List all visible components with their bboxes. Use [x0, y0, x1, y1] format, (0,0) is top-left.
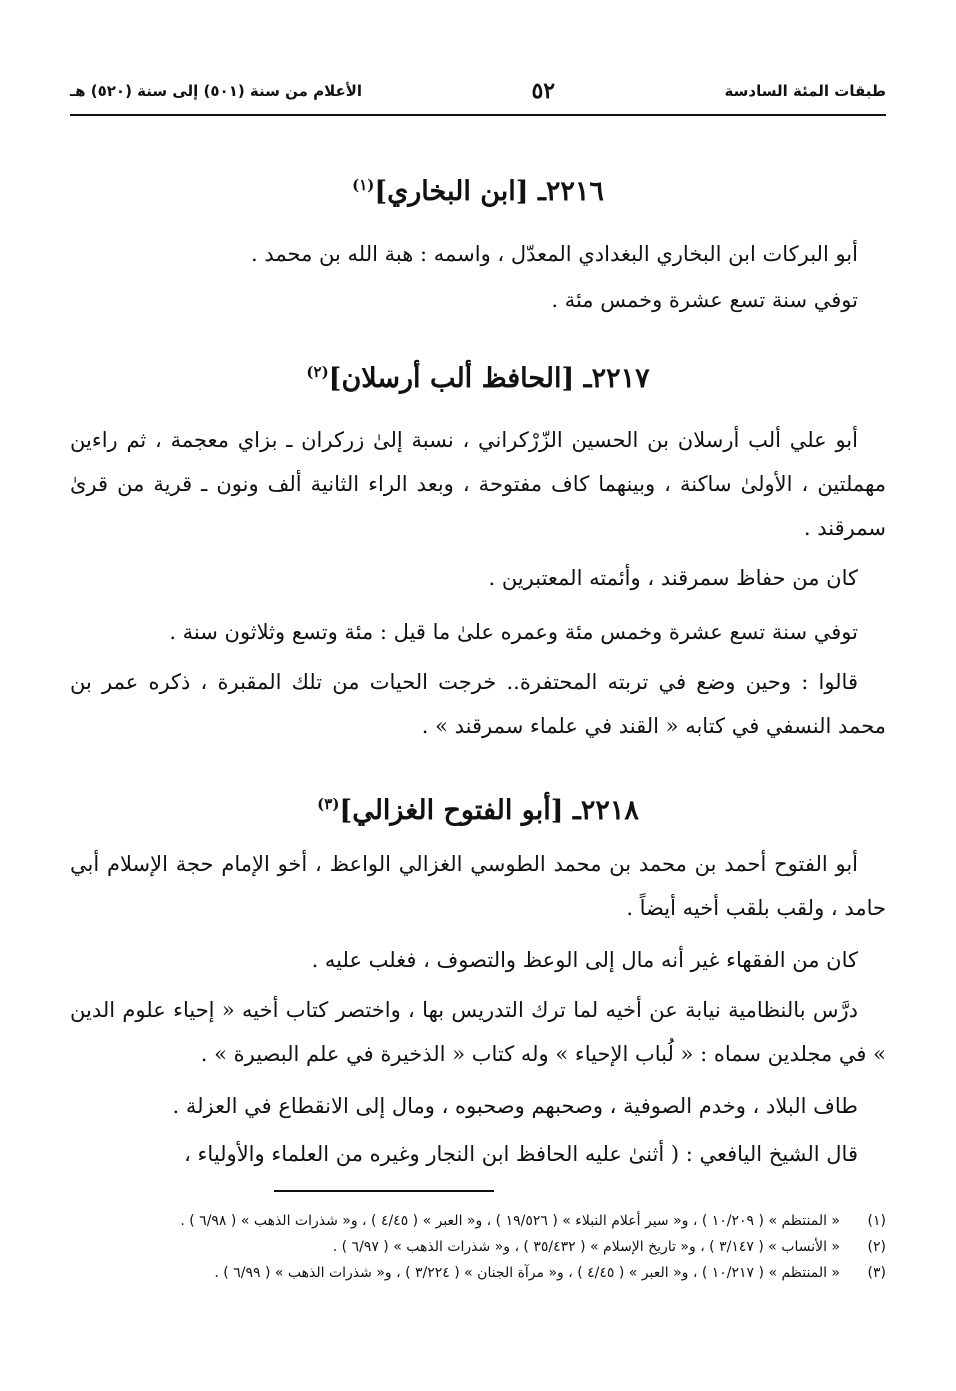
entry-paragraph: توفي سنة تسع عشرة وخمس مئة .: [551, 288, 858, 312]
running-header: [70, 74, 886, 108]
footnote-number: (١): [867, 1213, 886, 1229]
entry-title-2217: [0, 363, 956, 394]
entry-paragraph: درَّس بالنظامية نيابة عن أخيه لما ترك التدريس بها ، واختصر كتاب أخيه « إحياء علوم الدين » في مجلدين سماه : « لُباب الإحياء » وله كتاب « الذخيرة في علم البصيرة » .: [70, 998, 886, 1066]
footnote-ref[interactable]: (٢): [306, 363, 329, 381]
footnotes: [70, 1208, 886, 1286]
entry-paragraph: أبو علي ألب أرسلان بن الحسين الزّرْكراني ، نسبة إلىٰ زركران ـ بزاي معجمة ، ثم راءين مهملتين ، الأولىٰ ساكنة ، وبينهما كاف مفتوحة ، وبعد الراء الثانية ألف ونون ـ قرية من قرىٰ سمرقند .: [70, 428, 886, 540]
header-rule: [70, 114, 886, 116]
entry-paragraph: قالوا : وحين وضع في تربته المحتفرة.. خرجت الحيات من تلك المقبرة ، ذكره عمر بن محمد النسفي في كتابه « القند في علماء سمرقند » .: [70, 670, 886, 738]
entry-paragraph: قال الشيخ اليافعي : ( أثنىٰ عليه الحافظ ابن النجار وغيره من العلماء والأولياء ،: [184, 1142, 858, 1166]
footnote-item: [70, 1234, 886, 1260]
entry-title-2216: [0, 176, 956, 207]
entry-paragraph: كان من حفاظ سمرقند ، وأئمته المعتبرين .: [488, 566, 858, 590]
entry-paragraph: أبو البركات ابن البخاري البغدادي المعدّل ، واسمه : هبة الله بن محمد .: [251, 242, 858, 266]
entry-title-text: ٢٢١٧ـ [الحافظ ألب أرسلان]: [328, 363, 650, 394]
footnote-separator: [274, 1190, 494, 1192]
footnote-ref[interactable]: (٣): [317, 795, 340, 813]
header-range-title: الأعلام من سنة (٥٠١) إلى سنة (٥٢٠) هـ: [70, 82, 363, 100]
entry-paragraph: توفي سنة تسع عشرة وخمس مئة وعمره علىٰ ما قيل : مئة وتسع وثلاثون سنة .: [169, 620, 858, 644]
footnote-number: (٢): [867, 1239, 886, 1255]
entry-paragraph: كان من الفقهاء غير أنه مال إلى الوعظ والتصوف ، فغلب عليه .: [311, 948, 858, 972]
entry-paragraph: طاف البلاد ، وخدم الصوفية ، وصحبهم وصحبوه ، ومال إلى الانقطاع في العزلة .: [172, 1094, 858, 1118]
footnote-item: [70, 1208, 886, 1234]
header-section-title: طبقات المئة السادسة: [724, 82, 886, 100]
entry-title-text: ٢٢١٦ـ [ابن البخاري]: [374, 176, 604, 207]
entry-paragraph: أبو الفتوح أحمد بن محمد بن محمد الطوسي الغزالي الواعظ ، أخو الإمام حجة الإسلام أبي حامد ، ولقب بلقب أخيه أيضاً .: [70, 852, 886, 920]
footnote-number: (٣): [867, 1265, 886, 1281]
footnote-text: « المنتظم » ( ١٠/٢٠٩ ) ، و« سير أعلام النبلاء » ( ١٩/٥٢٦ ) ، و« العبر » ( ٤/٤٥ ) ، و« شذرات الذهب » ( ٦/٩٨ ) .: [180, 1213, 840, 1229]
entry-title-text: ٢٢١٨ـ [أبو الفتوح الغزالي]: [339, 795, 639, 826]
page-number: ٥٢: [531, 78, 556, 104]
entry-title-2218: [0, 795, 956, 826]
footnote-text: « المنتظم » ( ١٠/٢١٧ ) ، و« العبر » ( ٤/٤٥ ) ، و« مرآة الجنان » ( ٣/٢٢٤ ) ، و« شذرات الذهب » ( ٦/٩٩ ) .: [214, 1265, 840, 1281]
footnote-ref[interactable]: (١): [352, 176, 375, 194]
footnote-item: [70, 1260, 886, 1286]
footnote-text: « الأنساب » ( ٣/١٤٧ ) ، و« تاريخ الإسلام » ( ٣٥/٤٣٢ ) ، و« شذرات الذهب » ( ٦/٩٧ ) .: [332, 1239, 840, 1255]
